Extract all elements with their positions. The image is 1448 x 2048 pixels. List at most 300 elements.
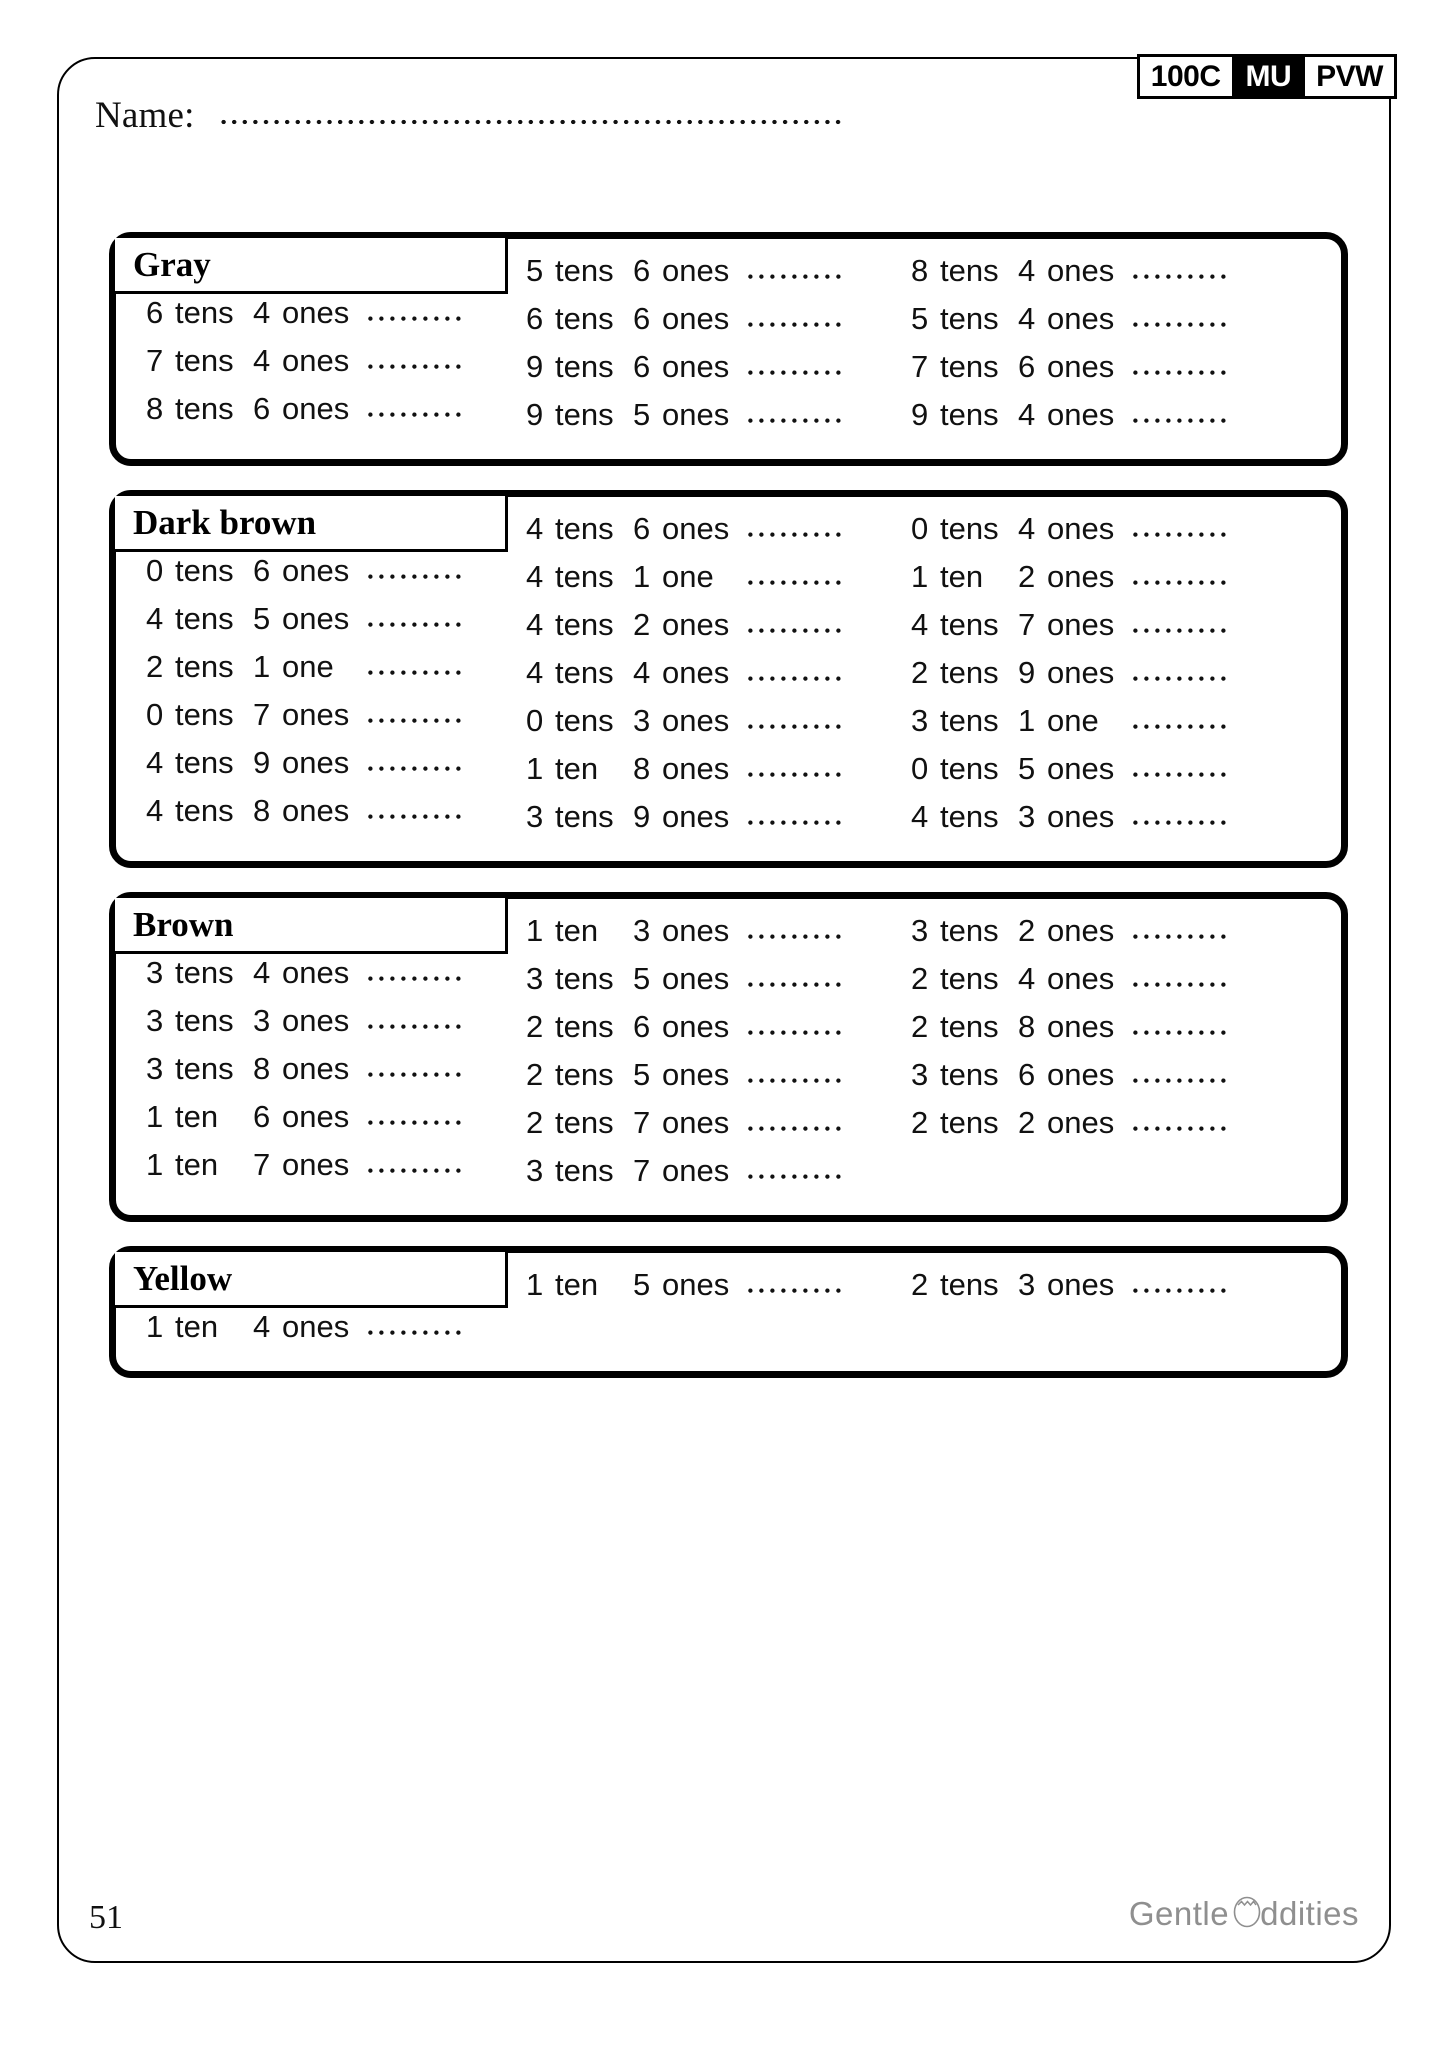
- ones-digit: 1: [253, 649, 271, 684]
- ones-word: ones: [662, 511, 730, 546]
- tens-digit: 3: [526, 1153, 544, 1188]
- place-value-item: [526, 301, 894, 349]
- tens-word: tens: [555, 961, 614, 996]
- place-value-item: [526, 913, 894, 961]
- ones-digit: 6: [633, 1009, 651, 1044]
- place-value-item: [146, 745, 509, 793]
- column-middle: [509, 899, 894, 1201]
- code-tag-100c: 100C: [1140, 57, 1235, 96]
- answer-blank[interactable]: [368, 411, 464, 420]
- place-value-item: [526, 1057, 894, 1105]
- ones-digit: 2: [1018, 1105, 1036, 1140]
- place-value-item: [146, 1051, 509, 1099]
- ones-digit: 3: [633, 703, 651, 738]
- tens-digit: 3: [146, 1051, 164, 1086]
- tens-word: tens: [555, 559, 614, 594]
- column-middle: [509, 1253, 894, 1357]
- ones-word: ones: [1047, 253, 1115, 288]
- tens-word: tens: [555, 799, 614, 834]
- page-number: 51: [89, 1899, 123, 1936]
- ones-word: ones: [662, 703, 730, 738]
- ones-digit: 9: [633, 799, 651, 834]
- ones-word: one: [1047, 703, 1099, 738]
- tens-word: tens: [940, 913, 999, 948]
- place-value-item: [911, 301, 1334, 349]
- answer-blank[interactable]: [1133, 723, 1229, 732]
- ones-word: ones: [282, 793, 350, 828]
- ones-digit: 6: [253, 553, 271, 588]
- tens-digit: 2: [911, 1105, 929, 1140]
- ones-digit: 2: [633, 607, 651, 642]
- place-value-item: [526, 655, 894, 703]
- answer-blank[interactable]: [748, 723, 844, 732]
- place-value-item: [526, 799, 894, 847]
- place-value-item: [526, 751, 894, 799]
- place-value-item: [146, 1099, 509, 1147]
- color-section: [109, 892, 1348, 1222]
- place-value-item: [526, 607, 894, 655]
- answer-blank[interactable]: [748, 627, 844, 636]
- tens-digit: 4: [911, 607, 929, 642]
- answer-blank[interactable]: [368, 621, 464, 630]
- ones-word: ones: [282, 1099, 350, 1134]
- answer-blank[interactable]: [368, 1071, 464, 1080]
- tens-digit: 6: [526, 301, 544, 336]
- ones-digit: 5: [633, 961, 651, 996]
- tens-word: tens: [940, 349, 999, 384]
- tens-word: tens: [555, 1057, 614, 1092]
- answer-blank[interactable]: [748, 321, 844, 330]
- name-label: Name:: [95, 95, 195, 136]
- place-value-item: [911, 349, 1334, 397]
- ones-digit: 7: [253, 1147, 271, 1182]
- ones-digit: 4: [1018, 961, 1036, 996]
- ones-word: ones: [662, 1105, 730, 1140]
- ones-digit: 1: [633, 559, 651, 594]
- tens-word: tens: [555, 349, 614, 384]
- tens-word: ten: [555, 1267, 599, 1302]
- place-value-item: [146, 649, 509, 697]
- tens-word: ten: [940, 559, 984, 594]
- answer-blank[interactable]: [368, 975, 464, 984]
- place-value-item: [526, 349, 894, 397]
- ones-word: ones: [282, 697, 350, 732]
- tens-word: tens: [555, 253, 614, 288]
- place-value-item: [146, 601, 509, 649]
- tens-digit: 7: [146, 343, 164, 378]
- answer-blank[interactable]: [748, 531, 844, 540]
- ones-digit: 5: [633, 1057, 651, 1092]
- answer-blank[interactable]: [368, 669, 464, 678]
- place-value-item: [526, 1267, 894, 1315]
- answer-blank[interactable]: [1133, 579, 1229, 588]
- place-value-item: [146, 697, 509, 745]
- brand-text-before: Gentle: [1128, 1894, 1230, 1932]
- ones-word: ones: [1047, 1057, 1115, 1092]
- name-field-row: [95, 97, 846, 134]
- tens-digit: 3: [526, 961, 544, 996]
- code-tag-pvw: PVW: [1305, 57, 1394, 96]
- ones-word: ones: [1047, 559, 1115, 594]
- place-value-item: [911, 253, 1334, 301]
- place-value-item: [911, 913, 1334, 961]
- tens-word: tens: [175, 295, 234, 330]
- place-value-item: [911, 1267, 1334, 1315]
- place-value-item: [526, 253, 894, 301]
- ones-word: ones: [282, 1003, 350, 1038]
- ones-word: ones: [662, 1153, 730, 1188]
- ones-digit: 3: [253, 1003, 271, 1038]
- tens-digit: 4: [146, 793, 164, 828]
- tens-digit: 4: [526, 655, 544, 690]
- tens-word: tens: [555, 1153, 614, 1188]
- ones-digit: 6: [1018, 1057, 1036, 1092]
- tens-digit: 1: [146, 1147, 164, 1182]
- tens-digit: 3: [526, 799, 544, 834]
- answer-blank[interactable]: [1133, 1077, 1229, 1086]
- ones-word: ones: [662, 655, 730, 690]
- place-value-item: [911, 559, 1334, 607]
- tens-digit: 2: [911, 1267, 929, 1302]
- tens-digit: 8: [146, 391, 164, 426]
- answer-blank[interactable]: [1133, 417, 1229, 426]
- tens-word: tens: [940, 1267, 999, 1302]
- ones-word: ones: [662, 1267, 730, 1302]
- section-label-box: [115, 1252, 508, 1308]
- tens-word: tens: [940, 961, 999, 996]
- ones-word: ones: [282, 1051, 350, 1086]
- answer-blank[interactable]: [748, 273, 844, 282]
- tens-word: ten: [175, 1309, 219, 1344]
- answer-blank[interactable]: [368, 765, 464, 774]
- ones-word: ones: [662, 397, 730, 432]
- tens-digit: 3: [911, 703, 929, 738]
- tens-digit: 4: [911, 799, 929, 834]
- place-value-item: [526, 1153, 894, 1201]
- tens-digit: 1: [911, 559, 929, 594]
- answer-blank[interactable]: [1133, 819, 1229, 828]
- answer-blank[interactable]: [368, 1329, 464, 1338]
- ones-word: ones: [662, 1057, 730, 1092]
- tens-word: tens: [175, 955, 234, 990]
- answer-blank[interactable]: [748, 819, 844, 828]
- column-middle: [509, 239, 894, 445]
- ones-digit: 4: [1018, 301, 1036, 336]
- ones-digit: 4: [253, 343, 271, 378]
- answer-blank[interactable]: [368, 1119, 464, 1128]
- answer-blank[interactable]: [748, 771, 844, 780]
- place-value-item: [911, 397, 1334, 445]
- answer-blank[interactable]: [1133, 1287, 1229, 1296]
- ones-word: ones: [282, 553, 350, 588]
- ones-digit: 2: [1018, 913, 1036, 948]
- place-value-item: [911, 511, 1334, 559]
- ones-word: ones: [282, 955, 350, 990]
- answer-blank[interactable]: [368, 573, 464, 582]
- tens-word: tens: [175, 553, 234, 588]
- tens-word: tens: [175, 343, 234, 378]
- column-middle: [509, 497, 894, 847]
- ones-digit: 4: [1018, 253, 1036, 288]
- ones-digit: 3: [1018, 799, 1036, 834]
- ones-word: ones: [1047, 511, 1115, 546]
- tens-word: ten: [555, 913, 599, 948]
- tens-word: tens: [175, 649, 234, 684]
- tens-digit: 2: [911, 961, 929, 996]
- place-value-item: [911, 799, 1334, 847]
- answer-blank[interactable]: [748, 1029, 844, 1038]
- section-label: Brown: [133, 905, 234, 944]
- tens-digit: 2: [911, 1009, 929, 1044]
- tens-word: tens: [940, 397, 999, 432]
- answer-blank[interactable]: [748, 417, 844, 426]
- color-section: [109, 1246, 1348, 1378]
- place-value-item: [911, 1009, 1334, 1057]
- tens-digit: 0: [146, 553, 164, 588]
- ones-word: ones: [1047, 961, 1115, 996]
- answer-blank[interactable]: [748, 579, 844, 588]
- tens-digit: 3: [911, 1057, 929, 1092]
- answer-blank[interactable]: [748, 1077, 844, 1086]
- answer-blank[interactable]: [1133, 675, 1229, 684]
- answer-blank[interactable]: [1133, 1029, 1229, 1038]
- ones-digit: 1: [1018, 703, 1036, 738]
- answer-blank[interactable]: [748, 369, 844, 378]
- tens-digit: 3: [146, 955, 164, 990]
- tens-word: tens: [555, 1105, 614, 1140]
- tens-digit: 0: [146, 697, 164, 732]
- ones-digit: 4: [253, 1309, 271, 1344]
- tens-digit: 3: [911, 913, 929, 948]
- ones-digit: 6: [253, 391, 271, 426]
- tens-word: tens: [940, 703, 999, 738]
- name-input-blank[interactable]: [221, 118, 846, 128]
- ones-word: ones: [662, 799, 730, 834]
- page-header: [59, 59, 1389, 179]
- section-label: Gray: [133, 245, 211, 284]
- place-value-item: [146, 553, 509, 601]
- place-value-item: [526, 961, 894, 1009]
- tens-digit: 6: [146, 295, 164, 330]
- tens-digit: 4: [526, 511, 544, 546]
- tens-word: tens: [555, 607, 614, 642]
- ones-word: ones: [662, 607, 730, 642]
- ones-word: ones: [282, 601, 350, 636]
- ones-word: ones: [1047, 655, 1115, 690]
- tens-digit: 2: [146, 649, 164, 684]
- answer-blank[interactable]: [1133, 531, 1229, 540]
- tens-digit: 1: [526, 1267, 544, 1302]
- ones-digit: 6: [1018, 349, 1036, 384]
- ones-word: ones: [1047, 349, 1115, 384]
- answer-blank[interactable]: [748, 1125, 844, 1134]
- answer-blank[interactable]: [368, 315, 464, 324]
- ones-word: ones: [1047, 913, 1115, 948]
- section-label-box: [115, 496, 508, 552]
- ones-digit: 4: [253, 295, 271, 330]
- tens-digit: 0: [526, 703, 544, 738]
- tens-digit: 5: [911, 301, 929, 336]
- tens-word: tens: [940, 511, 999, 546]
- ones-digit: 8: [253, 793, 271, 828]
- tens-word: tens: [940, 1009, 999, 1044]
- tens-word: tens: [555, 655, 614, 690]
- section-label-box: [115, 898, 508, 954]
- answer-blank[interactable]: [368, 1023, 464, 1032]
- tens-word: tens: [940, 253, 999, 288]
- tens-word: tens: [555, 301, 614, 336]
- tens-word: tens: [940, 799, 999, 834]
- page-footer: [59, 1871, 1389, 1961]
- place-value-item: [911, 751, 1334, 799]
- ones-word: ones: [1047, 1009, 1115, 1044]
- tens-word: ten: [175, 1099, 219, 1134]
- place-value-item: [526, 397, 894, 445]
- ones-digit: 8: [633, 751, 651, 786]
- tens-digit: 4: [526, 559, 544, 594]
- place-value-item: [146, 1147, 509, 1195]
- color-section: [109, 232, 1348, 466]
- section-label: Yellow: [133, 1259, 233, 1298]
- tens-digit: 1: [146, 1309, 164, 1344]
- tens-word: tens: [175, 745, 234, 780]
- ones-digit: 9: [253, 745, 271, 780]
- ones-digit: 5: [1018, 751, 1036, 786]
- tens-digit: 1: [526, 751, 544, 786]
- answer-blank[interactable]: [368, 1167, 464, 1176]
- ones-digit: 7: [1018, 607, 1036, 642]
- ones-word: ones: [282, 1309, 350, 1344]
- tens-digit: 1: [526, 913, 544, 948]
- ones-digit: 6: [633, 301, 651, 336]
- ones-word: one: [662, 559, 714, 594]
- egg-icon: [1232, 1892, 1262, 1936]
- worksheet-page: [57, 57, 1391, 1963]
- ones-digit: 8: [1018, 1009, 1036, 1044]
- answer-blank[interactable]: [1133, 1125, 1229, 1134]
- ones-digit: 4: [1018, 511, 1036, 546]
- answer-blank[interactable]: [1133, 273, 1229, 282]
- place-value-item: [146, 391, 509, 439]
- answer-blank[interactable]: [1133, 321, 1229, 330]
- tens-digit: 9: [526, 349, 544, 384]
- ones-word: ones: [1047, 607, 1115, 642]
- ones-digit: 7: [253, 697, 271, 732]
- tens-digit: 9: [911, 397, 929, 432]
- tens-word: ten: [555, 751, 599, 786]
- place-value-item: [911, 961, 1334, 1009]
- ones-word: ones: [282, 1147, 350, 1182]
- tens-word: tens: [175, 601, 234, 636]
- column-right: [894, 497, 1334, 847]
- tens-digit: 0: [911, 751, 929, 786]
- answer-blank[interactable]: [368, 813, 464, 822]
- tens-digit: 4: [526, 607, 544, 642]
- ones-word: ones: [282, 295, 350, 330]
- tens-digit: 2: [526, 1009, 544, 1044]
- place-value-item: [911, 655, 1334, 703]
- column-right: [894, 899, 1334, 1201]
- ones-digit: 7: [633, 1153, 651, 1188]
- column-right: [894, 239, 1334, 445]
- place-value-item: [146, 1309, 509, 1357]
- tens-digit: 0: [911, 511, 929, 546]
- answer-blank[interactable]: [748, 1287, 844, 1296]
- worksheet-code-tags: [1137, 54, 1397, 99]
- ones-word: ones: [1047, 799, 1115, 834]
- ones-digit: 8: [253, 1051, 271, 1086]
- ones-digit: 4: [1018, 397, 1036, 432]
- tens-word: tens: [940, 655, 999, 690]
- ones-digit: 5: [633, 1267, 651, 1302]
- answer-blank[interactable]: [748, 1173, 844, 1182]
- ones-word: one: [282, 649, 334, 684]
- color-section: [109, 490, 1348, 868]
- place-value-item: [526, 703, 894, 751]
- tens-word: tens: [555, 1009, 614, 1044]
- section-label-box: [115, 238, 508, 294]
- ones-word: ones: [662, 913, 730, 948]
- ones-word: ones: [1047, 1105, 1115, 1140]
- answer-blank[interactable]: [368, 363, 464, 372]
- place-value-item: [526, 1105, 894, 1153]
- tens-word: ten: [175, 1147, 219, 1182]
- tens-word: tens: [175, 1003, 234, 1038]
- answer-blank[interactable]: [748, 981, 844, 990]
- answer-blank[interactable]: [748, 675, 844, 684]
- place-value-item: [146, 343, 509, 391]
- tens-word: tens: [175, 391, 234, 426]
- place-value-item: [146, 793, 509, 841]
- answer-blank[interactable]: [368, 717, 464, 726]
- ones-digit: 4: [253, 955, 271, 990]
- tens-word: tens: [940, 1057, 999, 1092]
- tens-word: tens: [555, 397, 614, 432]
- color-sections-list: [109, 232, 1348, 1402]
- ones-digit: 3: [633, 913, 651, 948]
- answer-blank[interactable]: [1133, 771, 1229, 780]
- ones-word: ones: [662, 961, 730, 996]
- brand-text-after: ddities: [1260, 1894, 1359, 1932]
- place-value-item: [526, 559, 894, 607]
- answer-blank[interactable]: [1133, 369, 1229, 378]
- tens-digit: 5: [526, 253, 544, 288]
- place-value-item: [911, 607, 1334, 655]
- answer-blank[interactable]: [1133, 933, 1229, 942]
- ones-digit: 6: [633, 349, 651, 384]
- tens-digit: 3: [146, 1003, 164, 1038]
- ones-word: ones: [662, 253, 730, 288]
- column-right: [894, 1253, 1334, 1357]
- answer-blank[interactable]: [748, 933, 844, 942]
- tens-digit: 7: [911, 349, 929, 384]
- tens-word: tens: [940, 301, 999, 336]
- brand-logo: [1129, 1891, 1359, 1935]
- answer-blank[interactable]: [1133, 981, 1229, 990]
- ones-digit: 5: [253, 601, 271, 636]
- place-value-item: [911, 1057, 1334, 1105]
- tens-digit: 4: [146, 745, 164, 780]
- ones-word: ones: [1047, 1267, 1115, 1302]
- tens-word: tens: [175, 1051, 234, 1086]
- place-value-item: [911, 1105, 1334, 1153]
- place-value-item: [146, 295, 509, 343]
- code-tag-mu: MU: [1235, 57, 1306, 96]
- answer-blank[interactable]: [1133, 627, 1229, 636]
- ones-digit: 7: [633, 1105, 651, 1140]
- ones-digit: 9: [1018, 655, 1036, 690]
- ones-word: ones: [1047, 301, 1115, 336]
